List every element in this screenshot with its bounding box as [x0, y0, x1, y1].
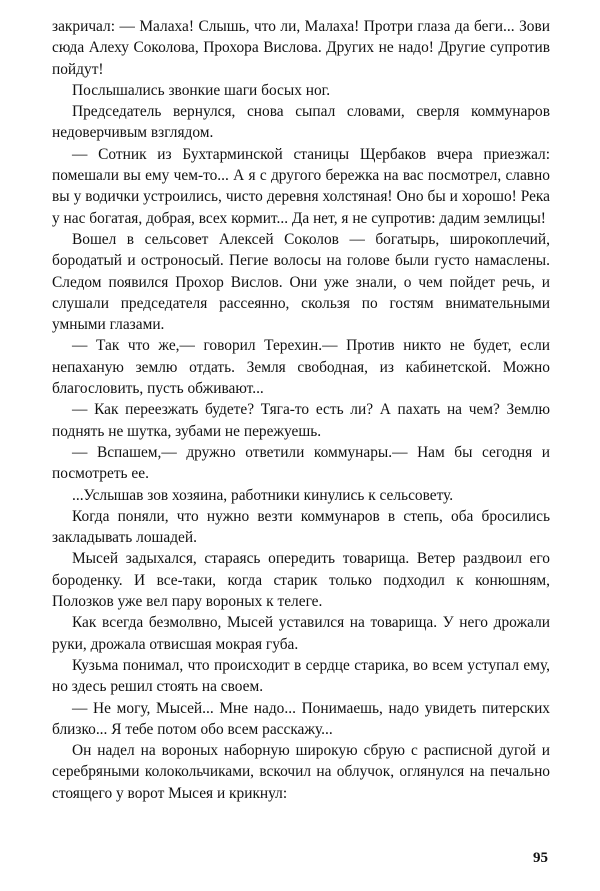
paragraph-8: — Вспашем,— дружно ответили коммунары.— Нам бы сегодня и посмотреть ее.	[52, 443, 550, 483]
paragraph-15: Он надел на вороных наборную широкую сбрую с расписной дугой и серебряными колокольчиками, вскочил на облучок, оглянулся на печально стоящего у ворот Мысея и крикнул:	[52, 742, 550, 802]
paragraph-11: Мысей задыхался, стараясь опередить товарища. Ветер раздвоил его бороденку. И все-таки, когда старик только подходил к конюшням, Полозков уже вел пару вороных к телеге.	[52, 550, 550, 611]
paragraph-7: — Как переезжать будете? Тяга-то есть ли? А пахать на чем? Землю поднять не шутка, зубами не пережуешь.	[52, 401, 550, 440]
paragraph-5: Вошел в сельсовет Алексей Соколов — богатырь, широкоплечий, бородатый и остроносый. Пегие волосы на голове были густо намаслены. Следом появился Прохор Вислов. Они уже знали, о чем пойдет речь, и слушали председателя рассеянно, скользя по гостям внимательными умными глазами.	[52, 230, 550, 334]
paragraph-9: ...Услышав зов хозяина, работники кинулись к сельсовету.	[72, 486, 454, 504]
paragraph-1: закричал: — Малаха! Слышь, что ли, Малаха! Протри глаза да беги... Зови сюда Алеху Соколова, Прохора Вислова. Других не надо! Другие супротив пойдут!	[52, 18, 550, 78]
paragraph-4: — Сотник из Бухтарминской станицы Щербаков вчера приезжал: помешали вы ему чем-то... А я с другого бережка на вас посмотрел, славно вы у водички устроились, чисто деревня холстяная! Оно бы и хорошо! Река у нас богатая, добрая, всех кормит... Да нет, я не супротив: дадим землицы!	[52, 145, 550, 227]
paragraph-6: — Так что же,— говорил Терехин.— Против никто не будет, если непаханую землю отдать. Земля свободная, из кабинетской. Можно благословить, пусть обживают...	[52, 337, 550, 398]
paragraph-3: Председатель вернулся, снова сыпал словами, сверля коммунаров недоверчивым взглядом.	[52, 103, 550, 142]
paragraph-10: Когда поняли, что нужно везти коммунаров в степь, оба бросились закладывать лошадей.	[52, 507, 550, 547]
paragraph-13: Кузьма понимал, что происходит в сердце старика, во всем уступал ему, но здесь решил стоять на своем.	[52, 656, 550, 696]
paragraph-14: — Не могу, Мысей... Мне надо... Понимаешь, надо увидеть питерских близко... Я тебе потом обо всем расскажу...	[52, 699, 550, 738]
paragraph-2: Послышались звонкие шаги босых ног.	[72, 81, 331, 99]
paragraph-12: Как всегда безмолвно, Мысей уставился на товарища. У него дрожали руки, дрожала отвисшая мокрая губа.	[52, 614, 550, 653]
page-body	[52, 16, 550, 804]
page-number: 95	[533, 850, 548, 866]
